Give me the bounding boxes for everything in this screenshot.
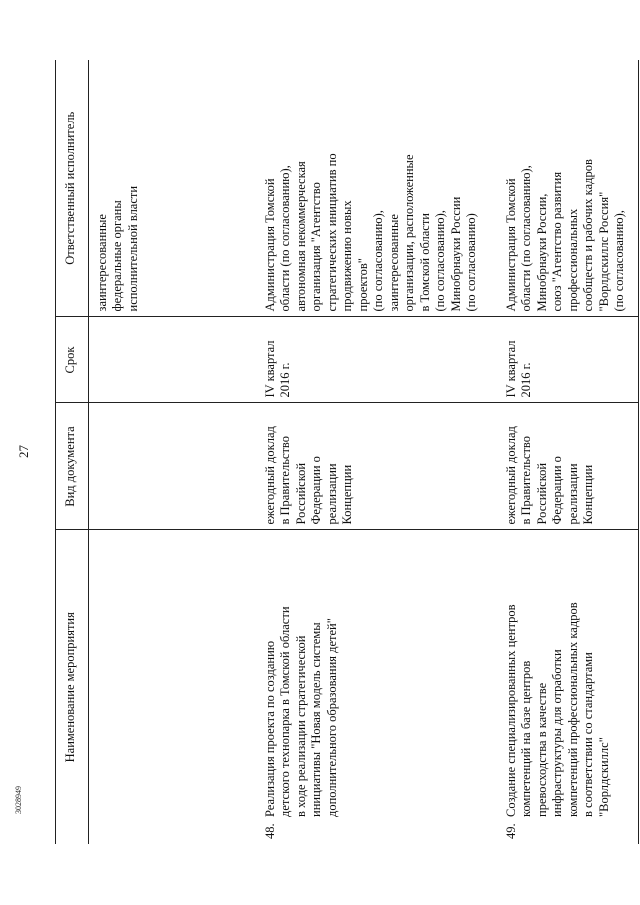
header-term: Срок: [56, 317, 89, 403]
cell-responsible: Администрация Томской области (по согласованию), автономная некоммерческая организация "Агентство стратегических инициатив по продвижению новых проектов" (по согласованию), заинтересованные организации, расположенные в Томской области (по согласованию), Минобрнауки России (по согласованию): [253, 60, 492, 317]
page-number: 27: [16, 445, 31, 458]
cell-responsible: заинтересованные федеральные органы исполнительной власти: [88, 60, 253, 317]
cell-term: [88, 317, 253, 403]
cell-document-type: ежегодный доклад в Правительство Российской Федерации о реализации Концепции: [492, 403, 639, 530]
cell-responsible: Администрация Томской области (по согласованию), Минобрнауки России, союз "Агентство развития профессиональных сообществ и рабочих кадров "Ворлдскиллс Россия" (по согласованию),: [492, 60, 639, 317]
event-name-text: Реализация проекта по созданию детского технопарка в Томской области в ходе реализации стратегической инициативы "Новая модель системы дополнительного образования детей": [262, 606, 339, 817]
table-row: [492, 60, 639, 844]
row-number: 48.: [262, 823, 277, 839]
table-row: [253, 60, 492, 844]
cell-event-name: [253, 530, 492, 844]
cell-document-type: [88, 403, 253, 530]
row-number: 49.: [503, 823, 518, 839]
table-row-continuation: [88, 60, 253, 844]
header-document-type: Вид документа: [56, 403, 89, 530]
document-code: 3028949: [14, 786, 23, 814]
cell-event-name: [492, 530, 639, 844]
table-header-row: [56, 60, 89, 844]
cell-term: IV квартал 2016 г.: [253, 317, 492, 403]
cell-document-type: ежегодный доклад в Правительство Российской Федерации о реализации Концепции: [253, 403, 492, 530]
events-table: [55, 60, 626, 844]
cell-event-name: [88, 530, 253, 844]
event-name-text: Создание специализированных центров компетенций на базе центров превосходства в качестве инфраструктуры для отработки компетенций профессиональных кадров в соответствии со стандартами "Ворлдскиллс": [503, 602, 611, 817]
cell-term: IV квартал 2016 г.: [492, 317, 639, 403]
header-responsible: Ответственный исполнитель: [56, 60, 89, 317]
header-event-name: Наименование мероприятия: [56, 530, 89, 844]
